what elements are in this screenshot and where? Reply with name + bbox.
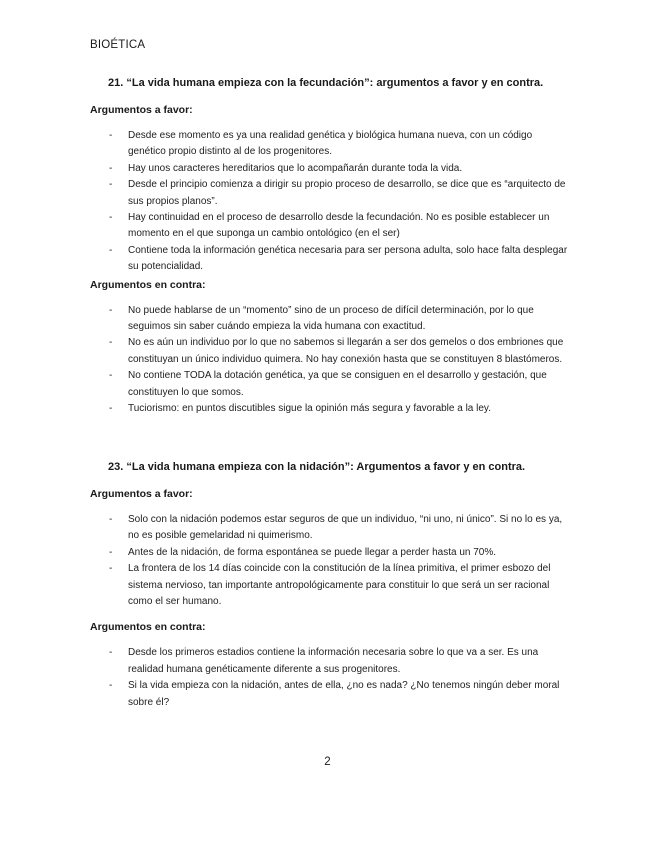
section-21 [90,76,570,418]
favor-heading: Argumentos a favor: [90,488,193,500]
favor-list [90,128,570,276]
list-item: - Contiene toda la información genética necesaria para ser persona adulta, solo hace falta desplegar su potencialidad. [90,243,570,276]
favor-heading: Argumentos a favor: [90,104,193,116]
list-item: - Solo con la nidación podemos estar seguros de que un individuo, “ni uno, ni único”. Si no lo es ya, no es posible gemelaridad ni quimerismo. [90,512,570,545]
contra-heading: Argumentos en contra: [90,621,206,634]
list-item: - Hay continuidad en el proceso de desarrollo desde la fecundación. No es posible establecer un momento en el que suponga un cambio ontológico (en el ser) [90,210,570,243]
list-item: - Desde el principio comienza a dirigir su propio proceso de desarrollo, se dice que es “arquitecto de sus propios planos”. [90,177,570,210]
contra-heading: Argumentos en contra: [90,278,206,291]
document-header: BIOÉTICA [90,39,146,51]
list-item: - La frontera de los 14 días coincide con la constitución de la línea primitiva, el primer esbozo del sistema nervioso, tan importante antropológicamente para constituir lo que será un ser racional como el ser humano. [90,561,570,610]
list-item: - Hay unos caracteres hereditarios que lo acompañarán durante toda la vida. [90,161,570,177]
list-item: - Antes de la nidación, de forma espontánea se puede llegar a perder hasta un 70%. [90,545,570,561]
section-title: 23. “La vida humana empieza con la nidación”: Argumentos a favor y en contra. [108,461,526,473]
list-item: - No es aún un individuo por lo que no sabemos si llegarán a ser dos gemelos o dos embriones que constituyan un único individuo quimera. No hay conexión hasta que se constituyen 8 blastómeros. [90,335,570,368]
section-23 [90,460,570,711]
list-item: - No contiene TODA la dotación genética, ya que se consiguen en el desarrollo y gestación, que constituyen lo que somos. [90,368,570,401]
contra-list [90,645,570,711]
contra-list [90,303,570,418]
list-item: - Desde ese momento es ya una realidad genética y biológica humana nueva, con un código genético propio distinto al de los progenitores. [90,128,570,161]
list-item: - No puede hablarse de un “momento” sino de un proceso de difícil determinación, por lo que seguimos sin saber cuándo empieza la vida humana con exactitud. [90,303,570,336]
section-title: 21. “La vida humana empieza con la fecundación”: argumentos a favor y en contra. [108,77,544,89]
list-item: - Desde los primeros estadios contiene la información necesaria sobre lo que va a ser. Es una realidad humana genéticamente diferente a sus progenitores. [90,645,570,678]
page-number: 2 [324,756,331,768]
list-item: - Si la vida empieza con la nidación, antes de ella, ¿no es nada? ¿No tenemos ningún deber moral sobre él? [90,678,570,711]
list-item: - Tuciorismo: en puntos discutibles sigue la opinión más segura y favorable a la ley. [90,401,570,417]
favor-list [90,512,570,610]
